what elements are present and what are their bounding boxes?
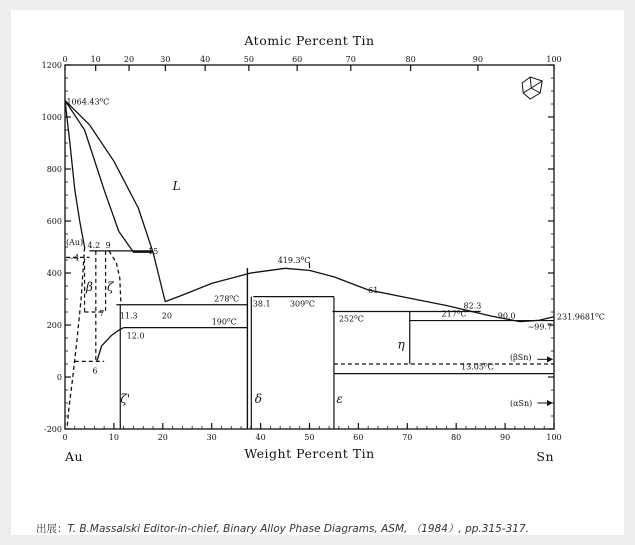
x-tick-label-20: 20	[157, 433, 168, 442]
label-20: 20	[161, 311, 173, 321]
top-tick-label-90: 90	[472, 55, 483, 64]
label-approx4: ~4	[67, 253, 80, 263]
phase-delta: δ	[254, 392, 262, 406]
x-tick-label-100: 100	[546, 433, 562, 442]
top-tick-label-10: 10	[90, 55, 101, 64]
label-113: 11.3	[119, 311, 138, 321]
label-42: 4.2	[87, 240, 101, 250]
label-61: 61	[368, 285, 379, 295]
label-217: 217$^o$C	[441, 308, 467, 319]
top-tick-label-30: 30	[160, 55, 171, 64]
y-tick-label-1000: 1000	[41, 113, 62, 122]
label-120: 12.0	[126, 331, 145, 341]
phase-eta: η	[397, 337, 405, 352]
y-tick-label-600: 600	[46, 217, 62, 226]
label-4193: 419.3$^o$C	[277, 255, 311, 266]
y-tick-label-1200: 1200	[41, 61, 62, 70]
phase-zeta-prime: ζ'	[120, 392, 131, 406]
au-liquidus-curve	[65, 100, 153, 252]
crystal-icon-shape	[522, 77, 542, 99]
top-tick-label-20: 20	[123, 55, 135, 64]
phase-L: L	[172, 178, 181, 193]
label-823: 82.3	[463, 301, 482, 311]
label-381: 38.1	[252, 299, 271, 309]
label-6: 6	[92, 366, 98, 376]
top-tick-label-100: 100	[546, 55, 562, 64]
top-tick-label-50: 50	[243, 55, 254, 64]
label-190: 190$^o$C	[211, 316, 237, 327]
y-tick-label-0: 0	[56, 373, 62, 382]
x-tick-label-70: 70	[402, 433, 413, 442]
y-tick-label-200: 200	[46, 321, 62, 330]
figure-panel	[11, 10, 624, 535]
au-solidus-curve	[65, 100, 85, 247]
label-au-phase: (Au)	[65, 237, 84, 247]
x-tick-label-80: 80	[451, 433, 462, 442]
label-900: 90.0	[497, 311, 516, 321]
top-tick-label-60: 60	[292, 55, 303, 64]
label-approx15: ~15	[141, 246, 159, 256]
x-tick-label-90: 90	[500, 433, 511, 442]
label-1064: 1064.43$^o$C	[66, 96, 110, 107]
phase-beta-sn: (βSn)	[509, 352, 532, 362]
au-solvus-curve	[67, 248, 85, 430]
phase-beta: β	[86, 280, 93, 295]
x-tick-label-0: 0	[62, 433, 68, 442]
label-252: 252$^o$C	[338, 313, 364, 324]
top-tick-label-40: 40	[200, 55, 211, 64]
bottom-axis-title: Weight Percent Tin	[244, 446, 375, 461]
label-9: 9	[105, 240, 111, 250]
x-tick-label-60: 60	[353, 433, 364, 442]
x-tick-label-50: 50	[304, 433, 315, 442]
phase-epsilon: ε	[336, 392, 343, 406]
label-2319681: 231.9681$^o$C	[556, 311, 605, 322]
label-7: 7	[99, 309, 105, 318]
top-tick-label-70: 70	[345, 55, 356, 64]
phase-zeta: ζ	[107, 280, 114, 295]
y-tick-label-800: 800	[46, 165, 62, 174]
zeta-right-dashed	[109, 251, 121, 305]
source-caption	[36, 521, 529, 536]
element-left: Au	[65, 449, 84, 464]
x-tick-label-40: 40	[255, 433, 266, 442]
y-tick-label--200: -200	[44, 425, 62, 434]
caption-text: T. B.Massalski Editor-in-chief, Binary Alloy Phase Diagrams, ASM, （1984）, pp.315-317.	[67, 523, 529, 535]
top-tick-label-80: 80	[405, 55, 416, 64]
plot-frame	[65, 65, 554, 429]
phase-diagram	[11, 10, 624, 510]
element-right: Sn	[536, 449, 554, 464]
x-tick-label-30: 30	[206, 433, 217, 442]
x-tick-label-10: 10	[108, 433, 119, 442]
phase-alpha-sn: (αSn)	[509, 399, 533, 408]
top-tick-label-0: 0	[62, 55, 68, 64]
caption-prefix: 出展：	[36, 523, 68, 535]
label-1305: 13.05$^o$C	[461, 361, 494, 372]
top-axis-title: Atomic Percent Tin	[244, 33, 375, 48]
label-278: 278$^o$C	[214, 293, 240, 304]
label-approx997: ~99.7	[527, 322, 553, 332]
y-tick-label-400: 400	[46, 269, 62, 278]
label-309: 309$^o$C	[289, 298, 315, 309]
crystal-icon	[522, 77, 542, 99]
